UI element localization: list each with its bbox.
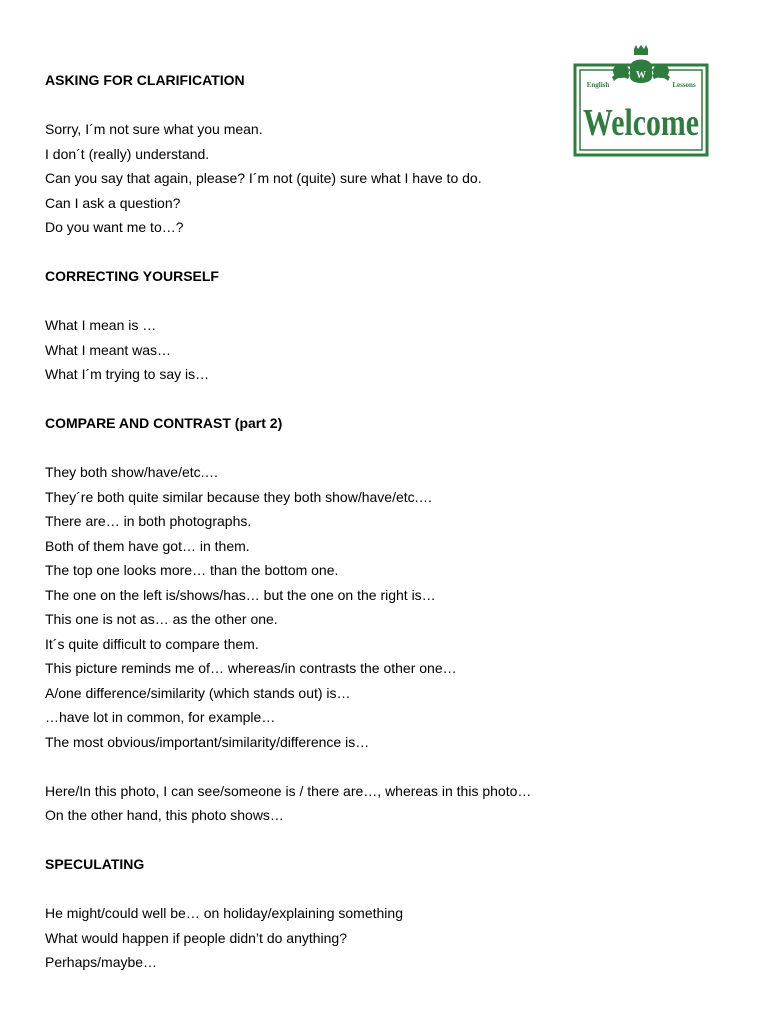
phrase-line: Can I ask a question? — [45, 194, 181, 211]
phrase-line: They´re both quite similar because they both show/have/etc.… — [45, 488, 433, 505]
welcome-logo — [572, 45, 710, 159]
spacer — [45, 387, 565, 412]
phrase-line: The one on the left is/shows/has… but the one on the right is… — [45, 586, 436, 603]
phrase-line: The most obvious/important/similarity/difference is… — [45, 733, 370, 750]
spacer — [45, 877, 565, 902]
section-correcting — [45, 264, 565, 387]
section-title-clarification: ASKING FOR CLARIFICATION — [45, 72, 245, 88]
section-title-correcting: CORRECTING YOURSELF — [45, 268, 219, 284]
logo-lessons-text: Lessons — [672, 81, 696, 89]
spacer — [45, 828, 565, 853]
phrase-line: What I meant was… — [45, 341, 172, 358]
phrase-line: Sorry, I´m not sure what you mean. — [45, 121, 263, 137]
phrase-line: What I mean is … — [45, 317, 157, 333]
section-title-speculating: SPECULATING — [45, 856, 145, 872]
phrase-line: …have lot in common, for example… — [45, 709, 276, 725]
section-title-compare — [45, 411, 565, 436]
section-title-compare-text: COMPARE AND CONTRAST (part 2) — [45, 415, 283, 431]
phrase-line: The top one looks more… than the bottom one. — [45, 562, 339, 578]
spacer — [45, 240, 565, 265]
spacer — [45, 436, 565, 461]
phrase-line: This one is not as… as the other one. — [45, 611, 278, 627]
phrase-line: They both show/have/etc.… — [45, 464, 219, 480]
phrase-line: Both of them have got… in them. — [45, 537, 250, 554]
phrase-line: A/one difference/similarity (which stands out) is… — [45, 684, 351, 701]
phrase-line: This picture reminds me of… whereas/in contrasts the other one… — [45, 660, 457, 676]
phrase-line: I don´t (really) understand. — [45, 145, 210, 162]
phrase-line: What would happen if people didn’t do anything? — [45, 929, 347, 946]
phrase-line: Here/In this photo, I can see/someone is / there are…, whereas in this photo… — [45, 782, 532, 799]
section-compare — [45, 411, 565, 828]
spacer — [45, 93, 565, 118]
spacer — [45, 754, 565, 779]
spacer — [45, 289, 565, 314]
logo-welcome-text: Welcome — [583, 102, 699, 144]
phrase-line: It´s quite difficult to compare them. — [45, 635, 259, 652]
logo-english-text: English — [586, 81, 610, 89]
phrase-line: Do you want me to…? — [45, 219, 184, 235]
phrase-line: On the other hand, this photo shows… — [45, 807, 284, 823]
document-page — [45, 68, 565, 975]
phrase-line: Can you say that again, please? I´m not (quite) sure what I have to do. — [45, 170, 482, 186]
phrase-line: What I´m trying to say is… — [45, 366, 210, 382]
phrase-line: He might/could well be… on holiday/explaining something — [45, 905, 403, 921]
welcome-sign-icon — [572, 45, 710, 159]
section-speculating — [45, 852, 565, 975]
section-clarification — [45, 68, 565, 240]
svg-text:W: W — [636, 70, 646, 81]
section-title-compare-suffix: (part 2) — [234, 415, 283, 431]
phrase-line: Perhaps/maybe… — [45, 954, 158, 970]
phrase-line: There are… in both photographs. — [45, 513, 252, 529]
